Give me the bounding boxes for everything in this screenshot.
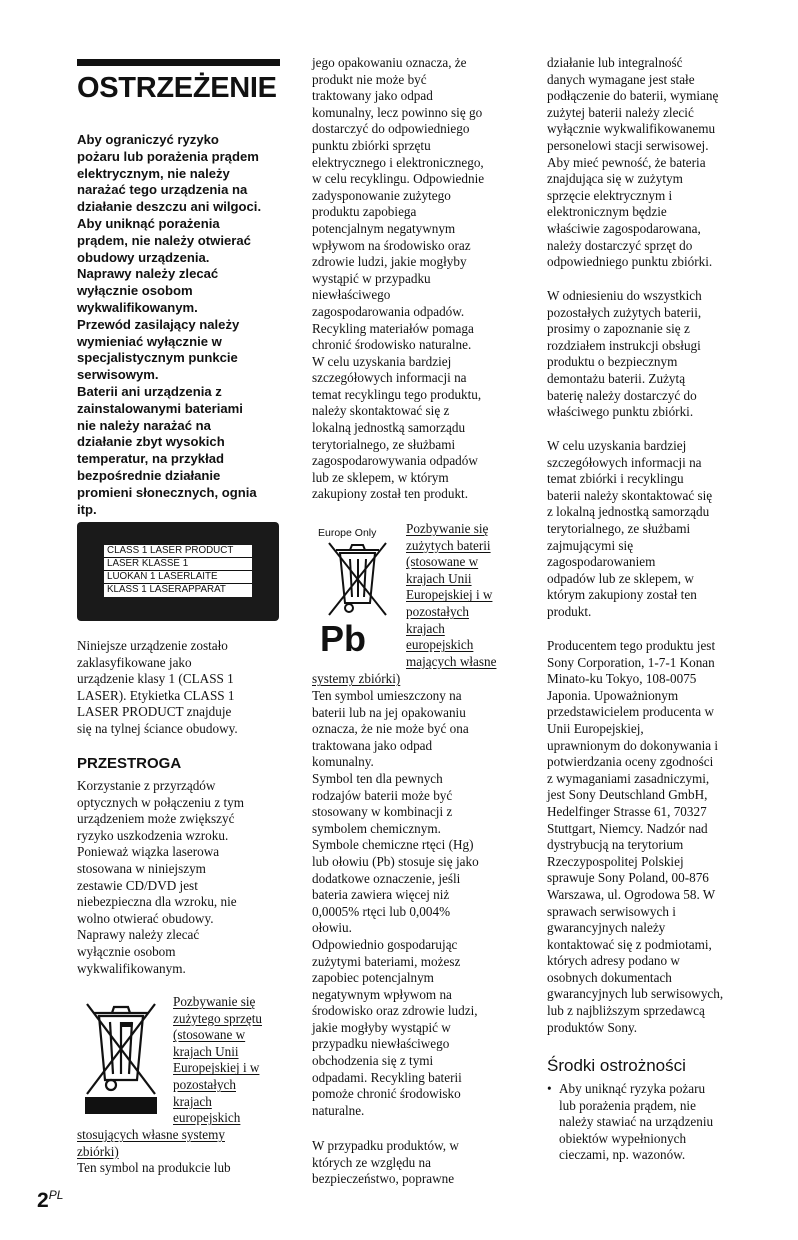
- weee-caption-line: [173, 1011, 285, 1028]
- p1-line: właściwie zagospodarowana,: [547, 220, 701, 236]
- precaution-line: należy stawiać na urządzeniu: [559, 1114, 714, 1130]
- weee-body-line: produkt nie może być: [312, 71, 427, 87]
- battery-caption-line: [406, 521, 518, 538]
- precaution-line: cieczami, np. wazonów.: [559, 1147, 686, 1163]
- weee-body-line: punktu zbiórki sprzętu: [312, 137, 431, 153]
- weee-body-line: traktowany jako odpad: [312, 88, 433, 104]
- col2-bottom-line: bezpieczeństwo, poprawne: [312, 1171, 455, 1187]
- pb-symbol: Pb: [320, 618, 367, 659]
- battery-caption-line: [406, 538, 518, 555]
- classification-line: zaklasyfikowane jako: [77, 654, 192, 670]
- weee-caption-tail: [77, 1127, 282, 1160]
- caution-line: zestawie CD/DVD jest: [77, 877, 198, 893]
- caution-line: wyłącznie osobom: [77, 943, 176, 959]
- caution-paragraph: [77, 778, 282, 977]
- classification-line: LASER PRODUCT znajduje: [77, 704, 232, 720]
- p1-line: wyłącznie wykwalifikowanemu: [547, 121, 716, 137]
- caution-line: niebezpieczna dla wzroku, nie: [77, 894, 237, 910]
- p4-line: sprawuje Sony Poland, 00-876: [547, 870, 709, 886]
- weee-caption-line-text: (stosowane w: [173, 1027, 246, 1043]
- bullet-marker: •: [547, 1081, 552, 1096]
- warning-paragraph: [77, 132, 285, 518]
- warning-line: działanie zbyt wysokich: [77, 434, 225, 450]
- p2-line: prosimy o zapoznanie się z: [547, 321, 690, 337]
- p4-line: kontaktować się z podmiotami,: [547, 936, 712, 952]
- warning-line: narażać tego urządzenia na: [77, 182, 248, 198]
- battery-body-line: zapobiec potencjalnym: [312, 970, 434, 986]
- weee-body-line: wystąpić w przypadku: [312, 270, 431, 286]
- warning-line: elektrycznym, nie należy: [77, 165, 230, 181]
- classification-line: LASER). Etykietka CLASS 1: [77, 687, 235, 703]
- battery-caption-line-text: pozostałych: [406, 603, 469, 619]
- battery-caption-line-text: (stosowane w: [406, 554, 479, 570]
- p2-line: rozdziałem instrukcji obsługi: [547, 337, 701, 353]
- battery-body-line: baterii lub na jej opakowaniu: [312, 704, 466, 720]
- battery-body-line: bateria zawiera więcej niż: [312, 887, 450, 903]
- page-number-value: 2: [37, 1189, 49, 1212]
- p4-line: Rzeczypospolitej Polskiej: [547, 853, 684, 869]
- p1-line: należy dostarczyć sprzęt do: [547, 237, 693, 253]
- p2-line: demontażu baterii. Zużytą: [547, 370, 686, 386]
- weee-body-line: należy skontaktować się z: [312, 403, 450, 419]
- weee-body-start: Ten symbol na produkcie lub: [77, 1160, 231, 1175]
- p4-line: Japonia. Upoważnionym: [547, 687, 679, 703]
- p4-line: Warszawa, ul. Ogrodowa 58. W: [547, 886, 716, 902]
- p3-line: baterii należy skontaktować się: [547, 487, 713, 503]
- p4-line: gwarancyjnych lub serwisowych,: [547, 986, 724, 1002]
- battery-caption-line-text: krajach: [406, 620, 445, 636]
- p1-line: działanie lub integralność: [547, 55, 683, 70]
- warning-line: wymieniać wyłącznie w: [77, 333, 222, 349]
- precaution-line: obiektów wypełnionych: [559, 1130, 687, 1146]
- weee-body-line: temat recyklingu tego produktu,: [312, 386, 482, 402]
- caution-line: ryzyko uszkodzenia wzroku.: [77, 827, 229, 843]
- p1-line: Aby mieć pewność, że bateria: [547, 154, 706, 170]
- weee-body-continued: [312, 55, 522, 503]
- warning-line: itp.: [77, 501, 97, 517]
- caution-line: Korzystanie z przyrządów: [77, 778, 216, 793]
- p4-line: z wymaganiami zasadniczymi,: [547, 770, 710, 786]
- warning-line: Baterii ani urządzenia z: [77, 383, 222, 399]
- p2-line: W odniesieniu do wszystkich: [547, 288, 702, 303]
- battery-body-line: przypadku niewłaściwego: [312, 1036, 450, 1052]
- p1-line: elektronicznym będzie: [547, 204, 667, 220]
- weee-body-line: potencjalnym negatywnym: [312, 220, 456, 236]
- precautions-heading: Środki ostrożności: [547, 1056, 686, 1075]
- battery-body-line: stosowany w kombinacji z: [312, 804, 453, 820]
- weee-body-line: zagospodarowywania odpadów: [312, 453, 478, 469]
- weee-body-line: zakupiony został ten produkt.: [312, 486, 469, 502]
- p2-line: właściwego punktu zbiórki.: [547, 404, 694, 420]
- page-number: [37, 1189, 63, 1213]
- weee-body-line: wpływom na środowisko oraz: [312, 237, 471, 253]
- p4-line: Stuttgart, Niemcy. Nadzór nad: [547, 820, 708, 836]
- p1-line: znajdująca się w zużytym: [547, 171, 683, 187]
- weee-caption-tail-line-text: stosujących własne systemy: [77, 1127, 225, 1142]
- battery-caption-line-text: zużytych baterii: [406, 537, 491, 553]
- p4-line: gwarancyjnych należy: [547, 920, 666, 936]
- p3-line: terytorialnego, ze służbami: [547, 520, 691, 536]
- battery-replacement-paragraph: [547, 55, 759, 271]
- weee-body-line: W celu uzyskania bardziej: [312, 353, 452, 369]
- weee-caption-tail-line-text: zbiórki): [77, 1143, 119, 1159]
- warning-line: serwisowym.: [77, 367, 159, 383]
- classification-paragraph: [77, 638, 282, 738]
- col2-bottom-line: W przypadku produktów, w: [312, 1138, 459, 1153]
- warning-line: zainstalowanymi bateriami: [77, 400, 243, 416]
- weee-caption-tail-line: [77, 1127, 282, 1144]
- warning-line: specjalistycznym punkcie: [77, 350, 238, 366]
- caution-line: optycznych w połączeniu z tym: [77, 794, 244, 810]
- p2-line: baterię należy dostarczyć do: [547, 387, 697, 403]
- p3-line: produkt.: [547, 603, 592, 619]
- p3-line: temat zbiórki i recyklingu: [547, 471, 684, 487]
- weee-body-line: terytorialnego, ze służbami: [312, 436, 456, 452]
- battery-body-line: Odpowiednio gospodarując: [312, 936, 458, 952]
- warning-line: Aby uniknąć porażenia: [77, 215, 220, 231]
- p3-line: odpadów lub ze sklepem, w: [547, 570, 694, 586]
- p1-line: sprzęcie elektrycznym i: [547, 187, 673, 203]
- battery-caption-line: [406, 621, 518, 638]
- battery-body-line: symbolem chemicznym.: [312, 820, 441, 836]
- manufacturer-paragraph: [547, 638, 759, 1036]
- caution-line: wolno otwierać obudowy.: [77, 910, 214, 926]
- p1-line: personelowi stacji serwisowej.: [547, 137, 709, 153]
- weee-body-line: jego opakowaniu oznacza, że: [312, 55, 467, 70]
- weee-caption-line: [173, 1094, 285, 1111]
- weee-body-line: niewłaściwego: [312, 287, 391, 303]
- laser-label-line: LASER KLASSE 1: [104, 558, 252, 571]
- weee-caption-line-text: Pozbywanie się: [173, 994, 256, 1009]
- battery-caption-line: [406, 604, 518, 621]
- laser-label-line: LUOKAN 1 LASERLAITE: [104, 571, 252, 584]
- weee-body-line: w celu recyklingu. Odpowiednie: [312, 171, 485, 187]
- p3-line: z lokalną jednostką samorządu: [547, 504, 710, 520]
- battery-caption-line: [406, 554, 518, 571]
- weee-body-line: lub ze sklepem, w którym: [312, 469, 449, 485]
- col2-bottom-paragraph: [312, 1138, 522, 1188]
- battery-caption-line-text: europejskich: [406, 637, 474, 653]
- weee-body-line: elektrycznego i elektronicznego,: [312, 154, 484, 170]
- battery-body-line: Symbole chemiczne rtęci (Hg): [312, 837, 474, 853]
- battery-caption-line-text: Europejskiej i w: [406, 587, 493, 603]
- p3-line: zajmującymi się: [547, 537, 634, 553]
- laser-label-line: KLASS 1 LASERAPPARAT: [107, 584, 226, 595]
- classification-line: się na tylnej ściance obudowy.: [77, 720, 238, 736]
- battery-body-line: 0,0005% rtęci lub 0,004%: [312, 903, 451, 919]
- battery-body-line: odpadami. Recykling baterii: [312, 1069, 462, 1085]
- p1-line: podłączenie do baterii, wymianę: [547, 88, 719, 104]
- laser-label-panel: [77, 522, 279, 621]
- warning-line: Aby ograniczyć ryzyko: [77, 132, 219, 147]
- precaution-text: [559, 1081, 754, 1164]
- warning-line: temperatur, na przykład: [77, 451, 224, 467]
- p4-line: Producentem tego produktu jest: [547, 638, 716, 653]
- p3-line: W celu uzyskania bardziej: [547, 438, 687, 453]
- weee-caption-line: [173, 1060, 285, 1077]
- caution-line: Naprawy należy zlecać: [77, 927, 200, 943]
- battery-body-line: oznacza, że nie może być ona: [312, 721, 469, 737]
- weee-body-line: szczegółowych informacji na: [312, 370, 467, 386]
- battery-body-line: obchodzenia się z tymi: [312, 1053, 434, 1069]
- caution-line: stosowana w niniejszym: [77, 860, 206, 876]
- p4-line: Unii Europejskiej,: [547, 720, 644, 736]
- warning-line: promieni słonecznych, ognia: [77, 484, 257, 500]
- battery-body: [312, 688, 522, 1119]
- p4-line: Minato-ku Tokyo, 108-0075: [547, 671, 697, 687]
- warning-line: obudowy urządzenia.: [77, 249, 210, 265]
- p4-line: uprawnionym do dokonywania i: [547, 737, 719, 753]
- p2-line: produktu o bezpiecznym: [547, 354, 678, 370]
- battery-caption-line: [406, 571, 518, 588]
- battery-body-line: Ten symbol umieszczony na: [312, 688, 462, 703]
- weee-caption-line-text: zużytego sprzętu: [173, 1010, 262, 1026]
- battery-body-line: negatywnym wpływom na: [312, 986, 452, 1002]
- weee-bin-icon: [77, 994, 167, 1118]
- battery-body-line: naturalne.: [312, 1102, 365, 1118]
- p4-line: osobnych dokumentach: [547, 969, 672, 985]
- p4-line: lub z najbliższym sprzedawcą: [547, 1003, 705, 1019]
- warning-line: działanie deszczu ani wilgoci.: [77, 199, 262, 215]
- recycling-info-paragraph: [547, 438, 759, 621]
- weee-caption-line-text: Europejskiej i w: [173, 1060, 260, 1076]
- warning-line: Przewód zasilający należy: [77, 316, 240, 332]
- caution-line: wykwalifikowanym.: [77, 960, 186, 976]
- weee-body-line: dostarczyć do odpowiedniego: [312, 121, 470, 137]
- battery-caption-line: [406, 654, 518, 671]
- weee-caption-line: [173, 1110, 285, 1127]
- weee-caption-line: [173, 1027, 285, 1044]
- other-batteries-paragraph: [547, 288, 759, 421]
- weee-body-line: chronić środowisko naturalne.: [312, 337, 472, 353]
- warning-line: bezpośrednie działanie: [77, 467, 221, 483]
- battery-caption-line-text: krajach Unii: [406, 570, 472, 586]
- battery-body-line: rodzajów baterii może być: [312, 787, 453, 803]
- p3-line: którym zakupiony został ten: [547, 587, 697, 603]
- weee-body-line: zadysponowanie zużytego: [312, 187, 451, 203]
- battery-body-line: środowisko oraz zdrowie ludzi,: [312, 1003, 478, 1019]
- heading-rule: [77, 59, 280, 66]
- battery-body-line: Symbol ten dla pewnych: [312, 770, 443, 786]
- precaution-line: lub porażenia prądem, nie: [559, 1097, 696, 1113]
- weee-caption: [173, 994, 285, 1127]
- p2-line: pozostałych zużytych baterii,: [547, 304, 702, 320]
- classification-line: Niniejsze urządzenie zostało: [77, 638, 228, 653]
- p3-line: szczegółowych informacji na: [547, 454, 702, 470]
- battery-body-line: dodatkowe oznaczenie, jeśli: [312, 870, 461, 886]
- warning-line: pożaru lub porażenia prądem: [77, 148, 259, 164]
- p1-line: odpowiedniego punktu zbiórki.: [547, 254, 713, 270]
- battery-caption-line-text: mających własne: [406, 653, 497, 669]
- battery-caption-tail-text: systemy zbiórki): [312, 671, 401, 686]
- warning-line: wykwalifikowanym.: [77, 299, 198, 315]
- battery-body-line: jakie mogłyby wystąpić w: [312, 1019, 451, 1035]
- battery-caption-line: [406, 587, 518, 604]
- p4-line: dystrybucją na terytorium: [547, 837, 684, 853]
- weee-body-line: lokalną jednostką samorządu: [312, 420, 466, 436]
- weee-caption-line-text: pozostałych: [173, 1076, 236, 1092]
- p4-line: sprawach serwisowych i: [547, 903, 676, 919]
- p3-line: zagospodarowaniem: [547, 554, 656, 570]
- warning-line: nie należy narażać na: [77, 417, 211, 433]
- p1-line: zużytej baterii należy zlecić: [547, 104, 694, 120]
- battery-caption-tail: [312, 671, 522, 688]
- caution-line: urządzeniem może zwiększyć: [77, 811, 235, 827]
- laser-label: [104, 545, 252, 597]
- battery-body-line: zużytymi bateriami, możesz: [312, 953, 461, 969]
- battery-caption-line-text: Pozbywanie się: [406, 521, 489, 536]
- weee-caption-line-text: krajach: [173, 1093, 212, 1109]
- battery-body-line: komunalny.: [312, 754, 374, 770]
- weee-body-line: zdrowie ludzi, jakie mogłyby: [312, 254, 467, 270]
- weee-body-line: komunalny, lecz powinno się go: [312, 104, 483, 120]
- laser-label-line: CLASS 1 LASER PRODUCT: [104, 545, 252, 558]
- weee-body-line: zagospodarowania odpadów.: [312, 303, 465, 319]
- precaution-line: Aby uniknąć ryzyka pożaru: [559, 1081, 706, 1096]
- battery-body-line: lub ołowiu (Pb) stosuje się jako: [312, 853, 479, 869]
- classification-line: urządzenie klasy 1 (CLASS 1: [77, 671, 234, 687]
- p4-line: potwierdzania oceny zgodności: [547, 754, 714, 770]
- page-title: OSTRZEŻENIE: [77, 72, 277, 104]
- weee-caption-line: [173, 994, 285, 1011]
- caution-line: Ponieważ wiązka laserowa: [77, 844, 220, 860]
- battery-caption-line: [406, 637, 518, 654]
- p4-line: Hedelfinger Strasse 61, 70327: [547, 803, 707, 819]
- weee-body-line: produktu zapobiega: [312, 204, 417, 220]
- p4-line: przedstawicielem producenta w: [547, 704, 714, 720]
- battery-body-line: traktowana jako odpad: [312, 737, 433, 753]
- caution-heading: PRZESTROGA: [77, 755, 182, 772]
- p4-line: jest Sony Deutschland GmbH,: [547, 787, 708, 803]
- col2-bottom-line: których ze względu na: [312, 1154, 432, 1170]
- p4-line: Sony Corporation, 1-7-1 Konan: [547, 654, 715, 670]
- weee-caption-tail-line: [77, 1144, 282, 1161]
- warning-line: wyłącznie osobom: [77, 283, 193, 299]
- warning-line: prądem, nie należy otwierać: [77, 232, 251, 248]
- europe-only-text: Europe Only: [318, 527, 377, 539]
- weee-caption-line: [173, 1044, 285, 1061]
- battery-caption: [406, 521, 518, 670]
- battery-body-line: pomoże chronić środowisko: [312, 1086, 461, 1102]
- p4-line: których adresy podano w: [547, 953, 680, 969]
- weee-caption-line: [173, 1077, 285, 1094]
- weee-caption-line-text: europejskich: [173, 1110, 241, 1126]
- p1-line: danych wymagane jest stałe: [547, 71, 695, 87]
- weee-caption-line-text: krajach Unii: [173, 1043, 239, 1059]
- p4-line: produktów Sony.: [547, 1019, 637, 1035]
- battery-body-line: ołowiu.: [312, 920, 352, 936]
- weee-body-line: Recykling materiałów pomaga: [312, 320, 474, 336]
- warning-line: Naprawy należy zlecać: [77, 266, 219, 282]
- page-lang-suffix: PL: [48, 1188, 64, 1202]
- battery-bin-icon: [312, 521, 402, 661]
